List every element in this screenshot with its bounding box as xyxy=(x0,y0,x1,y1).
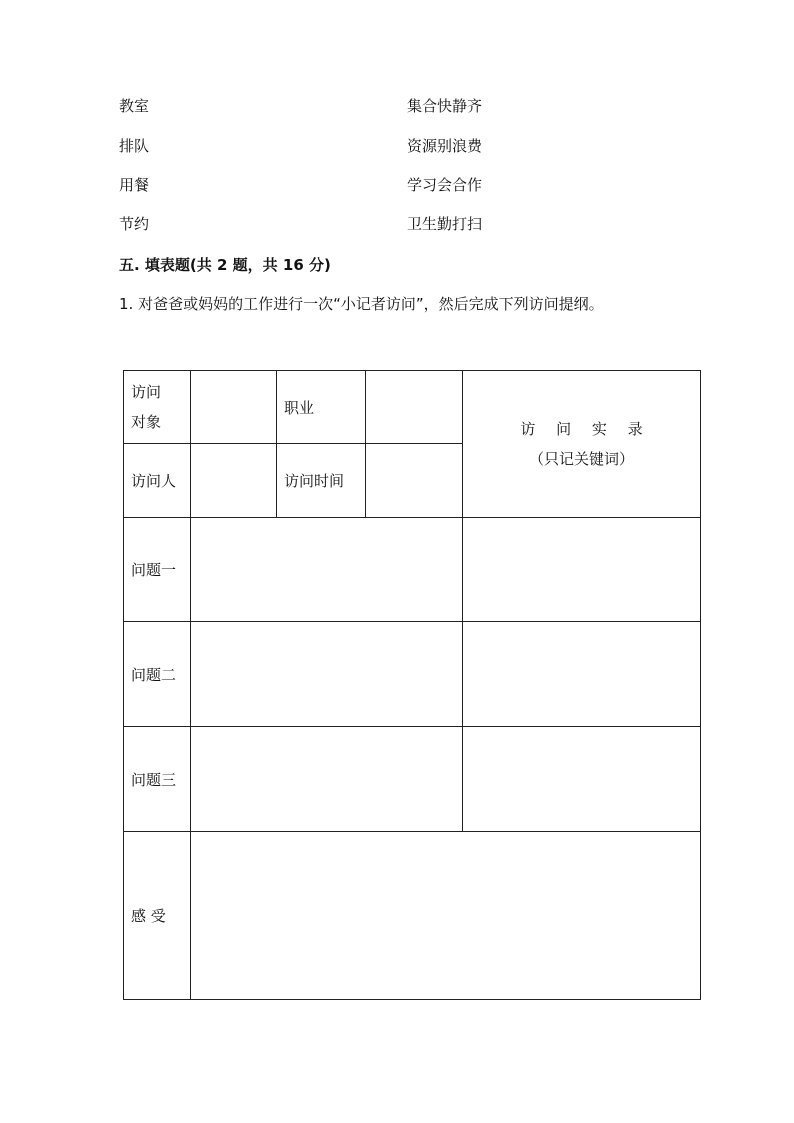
question-1-input-cell[interactable] xyxy=(191,518,463,622)
occupation-input-cell[interactable] xyxy=(366,371,463,444)
table-row xyxy=(124,727,701,832)
matching-left-4: 节约 xyxy=(119,215,150,233)
visit-time-input-cell[interactable] xyxy=(366,444,463,518)
matching-left-3: 用餐 xyxy=(119,176,150,194)
feeling-label: 感 受 xyxy=(124,832,191,1000)
feeling-input-cell[interactable] xyxy=(191,832,701,1000)
table-row xyxy=(124,518,701,622)
visitor-input-cell[interactable] xyxy=(191,444,277,518)
visitor-label: 访问人 xyxy=(124,444,191,518)
occupation-label: 职业 xyxy=(277,371,366,444)
record-title: 访 问 实 录 xyxy=(520,420,651,438)
section-title: 五. 填表题(共 2 题，共 16 分) xyxy=(119,256,331,274)
table-row xyxy=(124,371,701,444)
visit-time-label: 访问时间 xyxy=(277,444,366,518)
record-subtitle: （只记关键词） xyxy=(528,450,634,468)
question-3-record-cell[interactable] xyxy=(463,727,701,832)
visit-target-input-cell[interactable] xyxy=(191,371,277,444)
table-row xyxy=(124,622,701,727)
question-2-label: 问题二 xyxy=(124,622,191,727)
question-1-label: 问题一 xyxy=(124,518,191,622)
question-text: 1. 对爸爸或妈妈的工作进行一次“小记者访问”，然后完成下列访问提纲。 xyxy=(119,295,604,313)
matching-right-4: 卫生勤打扫 xyxy=(407,215,483,233)
question-3-input-cell[interactable] xyxy=(191,727,463,832)
matching-right-2: 资源别浪费 xyxy=(407,137,483,155)
question-3-label: 问题三 xyxy=(124,727,191,832)
matching-left-1: 教室 xyxy=(119,97,150,115)
matching-left-2: 排队 xyxy=(119,137,150,155)
question-1-record-cell[interactable] xyxy=(463,518,701,622)
visit-target-label-cell xyxy=(124,371,191,444)
matching-right-3: 学习会合作 xyxy=(407,176,483,194)
visit-target-label-line1: 访问 xyxy=(131,383,162,401)
table-row xyxy=(124,832,701,1000)
question-2-input-cell[interactable] xyxy=(191,622,463,727)
question-2-record-cell[interactable] xyxy=(463,622,701,727)
interview-table xyxy=(123,370,701,1000)
visit-target-label-line2: 对象 xyxy=(131,413,162,431)
matching-right-1: 集合快静齐 xyxy=(407,97,483,115)
record-header-cell xyxy=(463,371,701,518)
